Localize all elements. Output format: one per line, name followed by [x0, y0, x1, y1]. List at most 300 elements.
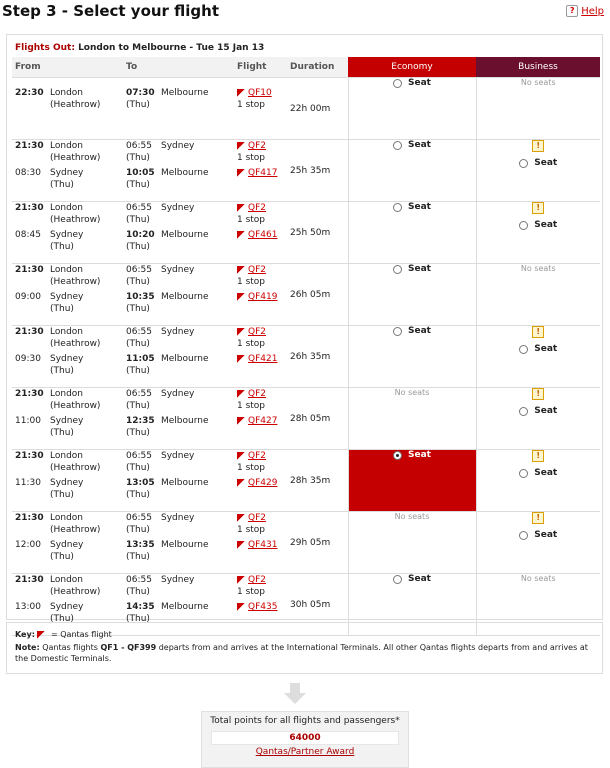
- flight-number-link[interactable]: QF2: [248, 327, 266, 337]
- flights-out-heading: [15, 43, 264, 53]
- arrival-time-value: 13:05: [126, 478, 155, 488]
- duration-value: 28h 35m: [290, 475, 331, 486]
- flight-segment: [234, 539, 287, 551]
- stops-label: 1 stop: [237, 401, 266, 411]
- duration-cell: [287, 450, 348, 512]
- flights-out-route: London to Melbourne - Tue 15 Jan 13: [78, 43, 265, 53]
- economy-cell: [348, 264, 476, 326]
- seat-label[interactable]: Seat: [408, 140, 431, 150]
- arrival-time: 06:55: [126, 265, 152, 275]
- departure-time: 08:45: [15, 230, 41, 240]
- flight-info: [237, 415, 287, 427]
- warning-icon[interactable]: !: [532, 326, 544, 338]
- flight-info: [237, 601, 287, 613]
- arrival-place: [161, 353, 209, 365]
- warning-icon[interactable]: !: [532, 512, 544, 524]
- departure: [12, 264, 123, 288]
- flight-line: [237, 388, 287, 400]
- business-cell: [476, 388, 600, 450]
- arrival-place: [161, 264, 194, 276]
- departure-place: [50, 512, 100, 536]
- seat-label[interactable]: Seat: [534, 530, 558, 540]
- stops-label: 1 stop: [237, 100, 266, 110]
- arrival-time-value: 10:05: [126, 168, 155, 178]
- arrival-place: [161, 326, 194, 338]
- economy-seat-radio[interactable]: [393, 574, 431, 584]
- arrival-time-value: 10:20: [126, 230, 155, 240]
- departure-place: [50, 264, 100, 288]
- arrival: [123, 140, 234, 152]
- flight-info: [237, 512, 287, 536]
- flight-line: [237, 229, 287, 241]
- from-cell: [12, 264, 123, 326]
- arrival: [123, 539, 234, 551]
- arrival-city: Melbourne: [161, 230, 209, 240]
- page-title: Step 3 - Select your flight: [2, 2, 220, 20]
- flight-info: [237, 291, 287, 303]
- departure-city: London: [50, 451, 83, 461]
- arrival-note-row: [123, 179, 234, 191]
- warning-icon[interactable]: !: [532, 140, 544, 152]
- flight-number-link[interactable]: QF2: [248, 141, 266, 151]
- arrival: [123, 326, 234, 338]
- departure-note: (Thu): [50, 428, 74, 438]
- departure-note: (Thu): [50, 490, 74, 500]
- arrival: [123, 202, 234, 214]
- arrival-note: (Thu): [126, 304, 150, 314]
- radio-button[interactable]: [393, 141, 402, 150]
- arrival-place: [161, 388, 194, 400]
- economy-cell: [348, 140, 476, 202]
- arrival-city: Sydney: [161, 575, 195, 585]
- flight-segment: [234, 512, 287, 536]
- radio-button[interactable]: [393, 79, 402, 88]
- flight-segment: [234, 291, 287, 303]
- arrival: [123, 264, 234, 276]
- arrival-place: [161, 167, 209, 179]
- departure-city: London: [50, 513, 83, 523]
- arrival-note-row: [123, 276, 234, 288]
- flight-number-link[interactable]: QF2: [248, 389, 266, 399]
- from-cell: [12, 450, 123, 512]
- qantas-tail-icon: [237, 514, 245, 522]
- arrival: [123, 450, 234, 462]
- to-cell: [123, 202, 234, 264]
- arrival-time-value: 11:05: [126, 354, 155, 364]
- flight-segment: [234, 601, 287, 613]
- duration-value: 22h 00m: [290, 103, 331, 114]
- radio-button[interactable]: [519, 159, 528, 168]
- departure: [12, 87, 123, 111]
- points-box: [201, 711, 409, 768]
- flight-row: [12, 326, 600, 388]
- business-seat-radio[interactable]: [519, 468, 557, 478]
- duration-value: 26h 35m: [290, 351, 331, 362]
- arrival-note-row: [123, 99, 234, 111]
- departure-note: (Heathrow): [50, 100, 101, 110]
- flight-line: [237, 477, 287, 489]
- arrival-time: [126, 539, 161, 551]
- flight-number-link[interactable]: QF2: [248, 513, 266, 523]
- departure-city: London: [50, 327, 83, 337]
- arrival-time-value: 14:35: [126, 602, 155, 612]
- col-from: From: [12, 57, 123, 78]
- seat-label[interactable]: Seat: [408, 78, 431, 88]
- business-option: [477, 326, 601, 357]
- flight-row: [12, 450, 600, 512]
- no-seats-label: No seats: [520, 264, 556, 273]
- duration-cell: [287, 78, 348, 140]
- warning-icon[interactable]: !: [532, 202, 544, 214]
- arrival-time-value: 07:30: [126, 88, 155, 98]
- to-cell: [123, 450, 234, 512]
- arrival-time: 06:55: [126, 327, 152, 337]
- arrival: [123, 415, 234, 427]
- flight-cell: [234, 512, 287, 574]
- economy-cell: [348, 78, 476, 140]
- departure: [12, 326, 123, 350]
- arrival-note: (Thu): [126, 242, 150, 252]
- arrival-time: [126, 477, 161, 489]
- departure-time-value: 21:30: [15, 451, 44, 461]
- qantas-tail-icon: [237, 231, 245, 239]
- flight-segment: [234, 326, 287, 350]
- departure: [12, 415, 123, 439]
- departure-note: (Heathrow): [50, 339, 101, 349]
- radio-button[interactable]: [519, 469, 528, 478]
- qantas-tail-icon: [237, 204, 245, 212]
- departure-time: [15, 264, 50, 288]
- departure-city: London: [50, 141, 83, 151]
- departure-note: (Thu): [50, 180, 74, 190]
- departure-note: (Heathrow): [50, 463, 101, 473]
- departure-city: London: [50, 265, 83, 275]
- business-cell: [476, 140, 600, 202]
- arrival-place: [161, 87, 209, 99]
- departure-note: (Thu): [50, 242, 74, 252]
- flight-number-link[interactable]: QF461: [248, 230, 278, 240]
- seat-label[interactable]: Seat: [408, 326, 431, 336]
- departure-time-value: 21:30: [15, 327, 44, 337]
- economy-cell: [348, 388, 476, 450]
- arrival-place: [161, 601, 209, 613]
- departure-note: (Thu): [50, 614, 74, 624]
- radio-button[interactable]: [519, 345, 528, 354]
- departure-place: [50, 415, 83, 439]
- seat-label[interactable]: Seat: [534, 406, 558, 416]
- flight-number-link[interactable]: QF2: [248, 451, 266, 461]
- arrival-place: [161, 512, 194, 524]
- flight-cell: [234, 140, 287, 202]
- business-cell: [476, 512, 600, 574]
- stops-label: 1 stop: [237, 525, 266, 535]
- qantas-tail-icon: [237, 355, 245, 363]
- flight-line: [237, 415, 287, 427]
- departure-city: Sydney: [50, 168, 84, 178]
- departure-city: Sydney: [50, 540, 84, 550]
- radio-button[interactable]: [393, 265, 402, 274]
- business-cell: [476, 78, 600, 140]
- duration-value: 25h 35m: [290, 165, 331, 176]
- flight-number-link[interactable]: QF421: [248, 354, 278, 364]
- col-to: To: [123, 57, 234, 78]
- business-seat-radio[interactable]: [519, 406, 557, 416]
- from-cell: [12, 512, 123, 574]
- departure: [12, 140, 123, 164]
- economy-seat-radio[interactable]: [393, 264, 431, 274]
- economy-cell: [348, 450, 476, 512]
- duration-value: 30h 05m: [290, 599, 331, 610]
- departure-time-value: 21:30: [15, 575, 44, 585]
- qantas-tail-icon: [237, 541, 245, 549]
- departure-place: [50, 539, 83, 563]
- seat-label[interactable]: Seat: [534, 220, 558, 230]
- flight-cell: [234, 78, 287, 140]
- arrival-time: 06:55: [126, 389, 152, 399]
- arrival: [123, 167, 234, 179]
- arrival-city: Sydney: [161, 141, 195, 151]
- seat-label[interactable]: Seat: [534, 344, 558, 354]
- departure-city: London: [50, 575, 83, 585]
- arrival-note: (Thu): [126, 587, 150, 597]
- page-header: [0, 0, 610, 26]
- departure-time: [15, 140, 50, 164]
- duration-value: 26h 05m: [290, 289, 331, 300]
- flight-number-link[interactable]: QF2: [248, 575, 266, 585]
- arrival-note-row: [123, 400, 234, 412]
- arrival-city: Melbourne: [161, 602, 209, 612]
- seat-label[interactable]: Seat: [408, 450, 431, 460]
- duration-cell: [287, 326, 348, 388]
- seat-label[interactable]: Seat: [408, 574, 431, 584]
- key-label: Key:: [15, 630, 35, 639]
- radio-button[interactable]: [519, 531, 528, 540]
- flights-rows: [12, 78, 600, 636]
- arrival-note: (Thu): [126, 525, 150, 535]
- flight-line: [237, 574, 287, 586]
- flight-segment: [234, 388, 287, 412]
- economy-seat-radio[interactable]: [393, 450, 431, 460]
- economy-cell: [348, 326, 476, 388]
- help-link[interactable]: [566, 5, 604, 17]
- warning-icon[interactable]: !: [532, 388, 544, 400]
- arrival-time: [126, 601, 161, 613]
- departure-note: (Heathrow): [50, 401, 101, 411]
- economy-seat-radio[interactable]: [393, 78, 431, 88]
- to-cell: [123, 388, 234, 450]
- economy-seat-radio[interactable]: [393, 202, 431, 212]
- arrival-note: (Thu): [126, 153, 150, 163]
- col-economy[interactable]: Economy: [348, 57, 476, 78]
- arrival-time: [126, 353, 161, 365]
- departure-note: (Heathrow): [50, 153, 101, 163]
- col-business[interactable]: Business: [476, 57, 600, 78]
- flight-cell: [234, 264, 287, 326]
- departure-note: (Thu): [50, 366, 74, 376]
- business-cell: [476, 264, 600, 326]
- departure-city: London: [50, 389, 83, 399]
- help-icon[interactable]: ?: [566, 5, 578, 17]
- arrival-place: [161, 291, 209, 303]
- arrival-note: (Thu): [126, 366, 150, 376]
- departure-time: [15, 202, 50, 226]
- radio-button[interactable]: [519, 407, 528, 416]
- economy-seat-radio[interactable]: [393, 140, 431, 150]
- flight-line: [237, 326, 287, 338]
- departure-note: (Thu): [50, 552, 74, 562]
- business-option: [477, 140, 601, 171]
- flight-number-link[interactable]: QF417: [248, 168, 278, 178]
- departure-time-value: 21:30: [15, 203, 44, 213]
- col-flight: Flight: [234, 57, 287, 78]
- departure-time: 13:00: [15, 602, 41, 612]
- arrival-time: [126, 229, 161, 241]
- departure-city: Sydney: [50, 230, 84, 240]
- stops-label: 1 stop: [237, 215, 266, 225]
- arrival-note: (Thu): [126, 277, 150, 287]
- flight-number-link[interactable]: QF2: [248, 265, 266, 275]
- flight-info: [237, 353, 287, 365]
- to-cell: [123, 264, 234, 326]
- arrival-time: 06:55: [126, 575, 152, 585]
- seat-label[interactable]: Seat: [534, 158, 558, 168]
- stops-label: 1 stop: [237, 153, 266, 163]
- arrival-note-row: [123, 241, 234, 253]
- departure-city: Sydney: [50, 478, 84, 488]
- departure-city: Sydney: [50, 602, 84, 612]
- flight-number-link[interactable]: QF2: [248, 203, 266, 213]
- flight-number-link[interactable]: QF431: [248, 540, 278, 550]
- arrival-time: 06:55: [126, 451, 152, 461]
- arrival-time-value: 13:35: [126, 540, 155, 550]
- seat-label[interactable]: Seat: [408, 202, 431, 212]
- departure-time: 09:30: [15, 354, 41, 364]
- note-text-2: departs from and arrives at the International Terminals. All other Qantas flights departs from and arrives at the Domestic Terminals.: [15, 643, 588, 663]
- business-seat-radio[interactable]: [519, 530, 557, 540]
- arrival-time: 06:55: [126, 141, 152, 151]
- arrival-note: (Thu): [126, 100, 150, 110]
- arrival-note: (Thu): [126, 428, 150, 438]
- radio-button[interactable]: [393, 575, 402, 584]
- arrival-city: Melbourne: [161, 416, 209, 426]
- arrival-city: Sydney: [161, 513, 195, 523]
- arrival: [123, 477, 234, 489]
- flight-number-link[interactable]: QF435: [248, 602, 278, 612]
- flight-row: [12, 264, 600, 326]
- flight-segment: [234, 574, 287, 598]
- help-label[interactable]: Help: [581, 5, 604, 17]
- departure-time: [15, 450, 50, 474]
- qantas-tail-icon: [237, 169, 245, 177]
- departure-city: Sydney: [50, 416, 84, 426]
- no-seats-label: No seats: [520, 574, 556, 583]
- departure-note: (Thu): [50, 304, 74, 314]
- flight-cell: [234, 388, 287, 450]
- business-seat-radio[interactable]: [519, 220, 557, 230]
- stops-label: 1 stop: [237, 587, 266, 597]
- flight-number-link[interactable]: QF429: [248, 478, 278, 488]
- flight-segment: [234, 353, 287, 365]
- duration-cell: [287, 202, 348, 264]
- arrival-note: (Thu): [126, 490, 150, 500]
- departure-time-value: 21:30: [15, 389, 44, 399]
- duration-value: 28h 05m: [290, 413, 331, 424]
- flight-segment: [234, 202, 287, 226]
- arrival-time: [126, 291, 161, 303]
- flights-out-label: Flights Out:: [15, 43, 75, 53]
- radio-button[interactable]: [393, 327, 402, 336]
- departure-place: [50, 353, 83, 377]
- business-option: [477, 388, 601, 419]
- seat-label[interactable]: Seat: [408, 264, 431, 274]
- arrival-time-value: 10:35: [126, 292, 155, 302]
- stops-label: 1 stop: [237, 463, 266, 473]
- flight-segment: [234, 87, 287, 111]
- business-seat-radio[interactable]: [519, 158, 557, 168]
- arrival-note-row: [123, 524, 234, 536]
- flight-info: [237, 140, 287, 164]
- arrival-city: Sydney: [161, 265, 195, 275]
- arrival-time: 06:55: [126, 513, 152, 523]
- flight-line: [237, 450, 287, 462]
- flight-info: [237, 264, 287, 288]
- economy-seat-radio[interactable]: [393, 326, 431, 336]
- departure-place: [50, 87, 100, 111]
- flight-number-link[interactable]: QF10: [248, 88, 272, 98]
- arrival-note-row: [123, 427, 234, 439]
- from-cell: [12, 202, 123, 264]
- arrival-note: (Thu): [126, 614, 150, 624]
- departure-place: [50, 450, 100, 474]
- radio-button[interactable]: [393, 203, 402, 212]
- radio-button[interactable]: [519, 221, 528, 230]
- flights-panel: [6, 34, 603, 624]
- arrival-note: (Thu): [126, 339, 150, 349]
- seat-label[interactable]: Seat: [534, 468, 558, 478]
- business-seat-radio[interactable]: [519, 344, 557, 354]
- arrival-time-value: 12:35: [126, 416, 155, 426]
- economy-option: [349, 264, 476, 277]
- award-link[interactable]: Qantas/Partner Award: [255, 747, 355, 757]
- departure-place: [50, 229, 83, 253]
- departure: [12, 353, 123, 377]
- flight-info: [237, 87, 287, 111]
- flight-row: [12, 388, 600, 450]
- arrival: [123, 388, 234, 400]
- arrival-city: Melbourne: [161, 354, 209, 364]
- arrival-city: Melbourne: [161, 88, 209, 98]
- key-text: = Qantas flight: [51, 630, 112, 639]
- departure: [12, 202, 123, 226]
- flight-row: [12, 78, 600, 140]
- flight-segment: [234, 415, 287, 427]
- arrival-place: [161, 415, 209, 427]
- qantas-tail-icon: [237, 603, 245, 611]
- flight-number-link[interactable]: QF427: [248, 416, 278, 426]
- from-cell: [12, 388, 123, 450]
- warning-icon[interactable]: !: [532, 450, 544, 462]
- flight-info: [237, 167, 287, 179]
- flight-segment: [234, 450, 287, 474]
- qantas-tail-icon: [237, 266, 245, 274]
- radio-button[interactable]: [393, 451, 402, 460]
- departure-time: 09:00: [15, 292, 41, 302]
- departure-note: (Heathrow): [50, 277, 101, 287]
- departure-city: Sydney: [50, 292, 84, 302]
- arrival: [123, 291, 234, 303]
- flight-number-link[interactable]: QF419: [248, 292, 278, 302]
- arrival-note-row: [123, 152, 234, 164]
